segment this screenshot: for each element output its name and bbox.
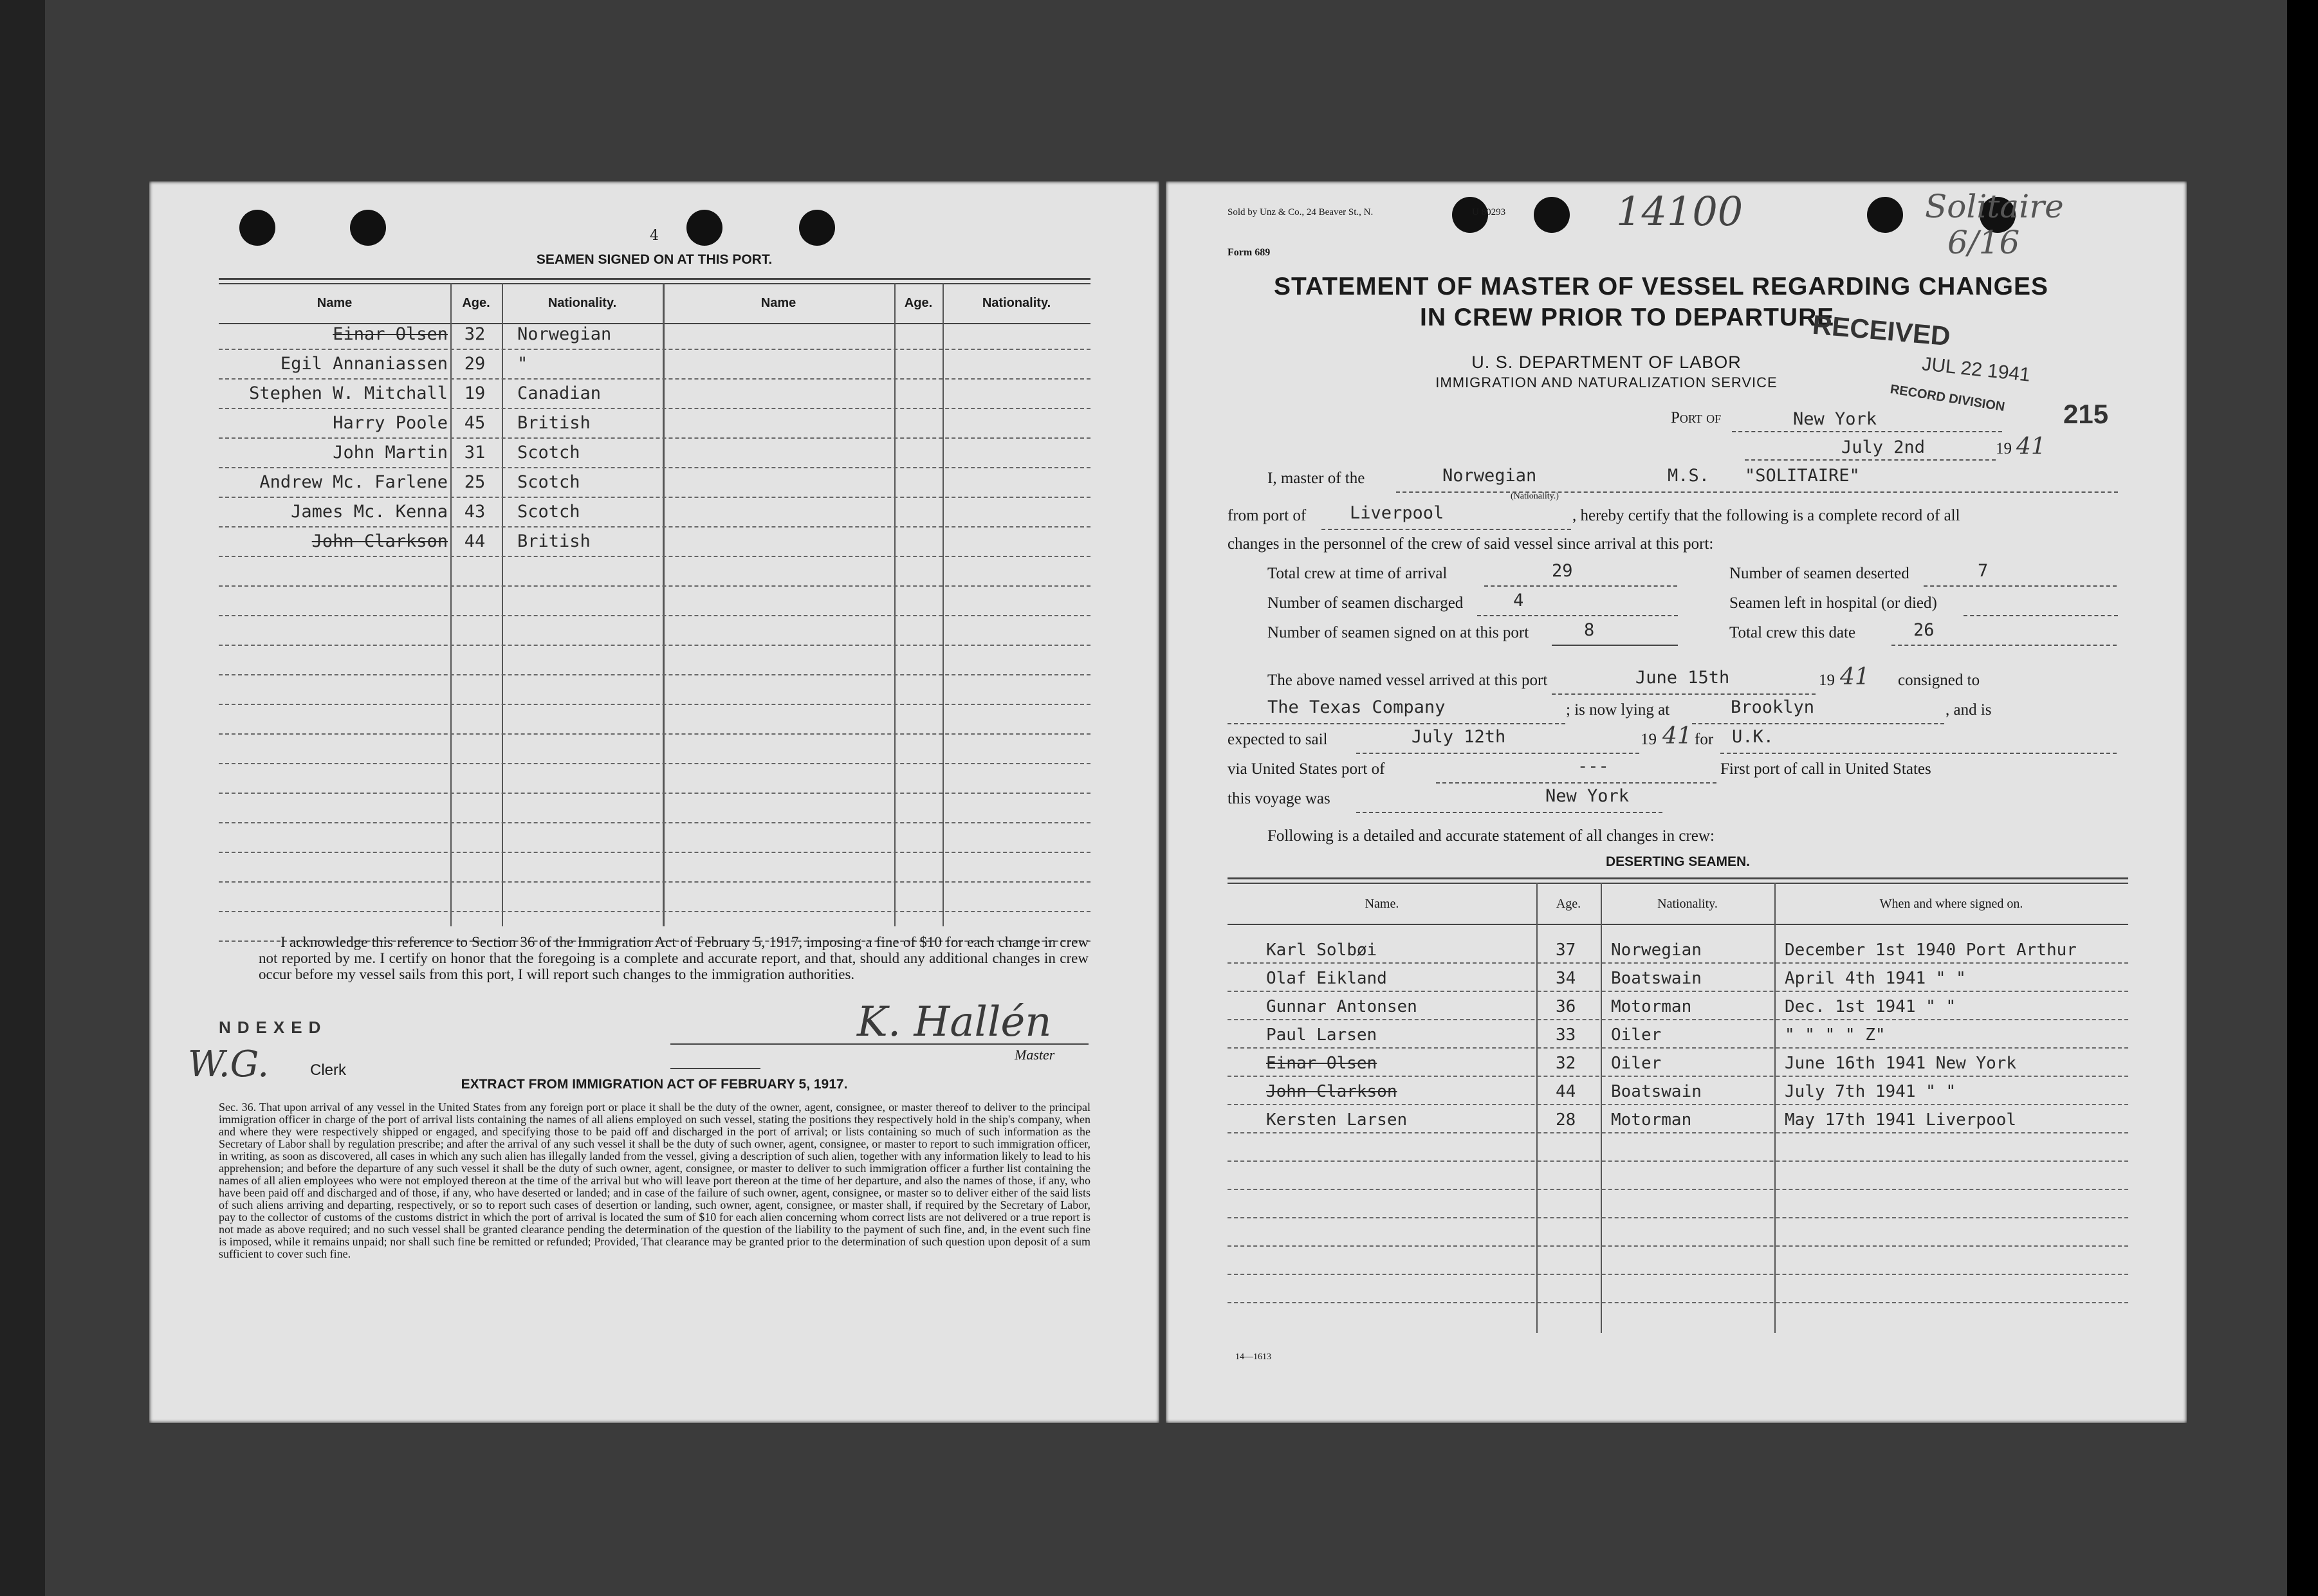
port-value: New York [1793,409,1877,429]
deserting-nationality: Boatswain [1611,1082,1702,1101]
form-number: Form 689 [1228,247,1271,258]
form-title-line2: IN CREW PRIOR TO DEPARTURE [1420,304,1835,331]
scan-border-left [0,0,45,1596]
deserting-age: 32 [1556,1054,1576,1073]
signed-on-nationality: Scotch [517,502,580,522]
deserting-name: Kersten Larsen [1266,1110,1408,1130]
signed-on-nationality: British [517,531,591,551]
from-port-label: from port of [1228,507,1307,524]
deserting-name: Einar Olsen [1266,1054,1377,1073]
and-is-label: , and is [1945,701,1992,719]
deserting-signed: May 17th 1941 Liverpool [1785,1110,2017,1130]
signed-on-nationality: " [517,354,528,374]
expected-date: July 12th [1412,727,1506,747]
for-label: for [1695,731,1714,748]
signed-on-name: Harry Poole [333,413,448,433]
signed-on-age: 43 [464,502,486,522]
expected-label: expected to sail [1228,731,1328,748]
following-text: Following is a detailed and accurate statement of all changes in crew: [1267,827,1715,845]
deserting-signed: " " " " Z" [1785,1025,1886,1045]
deserting-name: Gunnar Antonsen [1266,997,1417,1016]
discharged-label: Number of seamen discharged [1267,594,1464,612]
received-stamp-date: JUL 22 1941 [1920,353,2032,386]
deserting-title: DESERTING SEAMEN. [1605,854,1751,869]
left-col-header: Nationality. [547,296,617,310]
arrived-year-prefix: 19 [1819,672,1835,689]
signed-on-count: 8 [1584,620,1595,640]
deserting-col-header: Age. [1556,897,1581,911]
date-value: July 2nd [1841,437,1926,457]
clerk-initials: W.G. [188,1043,270,1085]
scan-border-right [2287,0,2318,1596]
deserting-name: Paul Larsen [1266,1025,1377,1045]
total-crew-date-label: Total crew this date [1729,624,1856,641]
master-label: Master [1015,1047,1055,1063]
signed-on-nationality: Canadian [517,383,602,403]
total-crew-date: 26 [1913,620,1935,640]
left-col-header: Nationality. [982,296,1051,310]
handwritten-corner-note: Solitaire [1925,188,2064,225]
deserting-nationality: Motorman [1611,997,1692,1016]
port-label: Port of [1671,409,1722,427]
signed-on-name: John Martin [333,443,448,463]
handwritten-number: 14100 [1616,188,1743,235]
deserted-label: Number of seamen deserted [1729,565,1909,582]
signed-on-nationality: British [517,413,591,433]
indexed-stamp: NDEXED [219,1018,327,1037]
deserting-col-header: Nationality. [1657,897,1718,911]
footer-code: 14—1613 [1235,1352,1271,1362]
left-col-header: Name [317,296,353,310]
vessel-prefix: M.S. [1668,466,1710,486]
arrived-date: June 15th [1635,668,1730,688]
arrived-label: The above named vessel arrived at this port [1267,672,1548,689]
deserting-nationality: Boatswain [1611,969,1702,988]
deserting-signed: April 4th 1941 " " [1785,969,1966,988]
signed-on-name: Andrew Mc. Farlene [259,472,448,492]
signed-on-age: 32 [464,324,486,344]
service: IMMIGRATION AND NATURALIZATION SERVICE [1435,374,1778,390]
year-value: 41 [2016,434,2046,460]
signed-on-name: Egil Annaniassen [280,354,448,374]
record-division-stamp: RECORD DIVISION [1889,382,2006,414]
record-number-stamp: 215 [2063,399,2109,429]
vessel-nationality: Norwegian [1442,466,1537,486]
clerk-label: Clerk [310,1061,347,1079]
signed-on-age: 19 [464,383,486,403]
signed-on-title: SEAMEN SIGNED ON AT THIS PORT. [536,252,773,267]
signed-on-nationality: Norwegian [517,324,612,344]
for-value: U.K. [1732,727,1774,747]
voyage-value: New York [1545,786,1630,806]
deserting-age: 36 [1556,997,1576,1016]
lying-value: Brooklyn [1731,697,1815,717]
deserting-name: John Clarkson [1266,1082,1397,1101]
deserting-signed: July 7th 1941 " " [1785,1082,1956,1101]
department: U. S. DEPARTMENT OF LABOR [1471,353,1742,372]
signed-on-age: 44 [464,531,486,551]
deserting-signed: Dec. 1st 1941 " " [1785,997,1956,1016]
consignee: The Texas Company [1267,697,1446,717]
deserting-name: Olaf Eikland [1266,969,1387,988]
left-col-header: Age. [904,296,933,310]
signed-on-name: Einar Olsen [333,324,448,344]
hospital-label: Seamen left in hospital (or died) [1729,594,1937,612]
punch-hole [1867,197,1903,233]
extract-title: EXTRACT FROM IMMIGRATION ACT OF FEBRUARY 5, 1917. [461,1077,848,1092]
expected-year-prefix: 19 [1641,731,1657,748]
expected-year: 41 [1662,723,1692,749]
deserting-signed: June 16th 1941 New York [1785,1054,2017,1073]
extract-text: Sec. 36. That upon arrival of any vessel in the United States from any foreign port or place it shall be the duty of the owner, agent, consignee, or master thereof to deliver to the principal immigration officer in charge of the port of arrival lists containing the names of all aliens employed on such vessel, stating the positions they respectively hold in the ship's company, when and where they were respectively shipped or engaged, and specifying those to be paid off and discharged in the port of arrival; or lists containing so much of such information as the Secretary of Labor shall by regulation prescribe; and after the arrival of any such vessel it shall be the duty of such owner, agent, consignee, or master to report to such immigration officer, in writing, as soon as discovered, all cases in which any such alien has illegally landed from the vessel, giving a description of such alien, together with any information likely to lead to his apprehension; and before the departure of any such vessel it shall be the duty of such owner, agent, consignee, or master to deliver to such immigration officer a further list containing the names of all alien employees who were not employed thereon at the time of the arrival but who will leave port thereon at the time of her departure, and also the names of those, if any, who have been paid off and discharged and of those, if any, who have deserted or landed; and in case of the failure of such owner, agent, consignee, or master so to deliver either of the said lists of such aliens arriving and departing, respectively, or so to report such cases of desertion or landing, such owner, agent, consignee, or master shall, if required by the Secretary of Labor, pay to the collector of customs of the customs district in which the port of arrival is located the sum of $10 for each alien concerning whom correct lists are not delivered or a true report is not made as above required; and no such vessel shall be granted clearance pending the determination of the question of the liability to the payment of such fine, and, in the event such fine is imposed, while it remains unpaid; nor shall such fine be remitted or refunded; Provided, That clearance may be granted prior to the determination of such question upon deposit of a sum sufficient to cover such fine. [219,1101,1090,1260]
signed-on-table [219,278,1090,1108]
printer-code: U 80293 [1472,207,1506,217]
deserting-nationality: Oiler [1611,1054,1662,1073]
deserting-age: 28 [1556,1110,1576,1130]
printer-line: Sold by Unz & Co., 24 Beaver St., N. [1228,207,1374,217]
handwritten-date: 6/16 [1947,224,2020,261]
signed-on-name: Stephen W. Mitchall [249,383,448,403]
received-stamp: RECEIVED [1811,309,1952,352]
year-prefix: 19 [1996,440,2012,457]
deserting-age: 34 [1556,969,1576,988]
signed-on-nationality: Scotch [517,472,580,492]
deserting-nationality: Motorman [1611,1110,1692,1130]
right-page [1166,181,2187,1423]
lying-label: ; is now lying at [1566,701,1670,719]
deserting-age: 44 [1556,1082,1576,1101]
page-number: 4 [650,228,659,244]
via-label: via United States port of [1228,760,1385,778]
from-port-value: Liverpool [1350,503,1444,523]
deserted-count: 7 [1978,561,1989,581]
form-title-line1: STATEMENT OF MASTER OF VESSEL REGARDING CHANGES [1273,273,2049,300]
vessel-name: "SOLITAIRE" [1745,466,1860,486]
deserting-table [1228,877,2128,1334]
deserting-col-header: Name. [1365,897,1399,911]
signed-on-name: John Clarkson [311,531,448,551]
deserting-name: Karl Solbøi [1266,940,1377,960]
via-value: --- [1578,757,1609,776]
left-col-header: Age. [462,296,490,310]
acknowledgement-text: I acknowledge this reference to Section 36 of the Immigration Act of February 5, 1917, imposing a fine of $10 for each change in crew not reported by me. I certify on honor that the foregoing is a complete and accurate report, and that, should any additional changes in crew occur before my vessel sails from this port, I will report such changes to the immigration authorities. [259,934,1089,982]
left-page [149,181,1159,1423]
deserting-age: 33 [1556,1025,1576,1045]
left-col-header: Name [760,296,796,310]
discharged-count: 4 [1513,591,1524,610]
signed-on-name: James Mc. Kenna [291,502,448,522]
punch-hole [1534,197,1570,233]
certify-text: , hereby certify that the following is a complete record of all [1572,507,1960,524]
signed-on-age: 31 [464,443,486,463]
first-port-label: First port of call in United States [1720,760,1931,778]
master-of-label: I, master of the [1267,470,1365,487]
deserting-signed: December 1st 1940 Port Arthur [1785,940,2077,960]
signed-on-age: 45 [464,413,486,433]
signed-on-label: Number of seamen signed on at this port [1267,624,1529,641]
deserting-nationality: Oiler [1611,1025,1662,1045]
deserting-age: 37 [1556,940,1576,960]
signed-on-nationality: Scotch [517,443,580,463]
signed-on-age: 29 [464,354,486,374]
nationality-caption: (Nationality.) [1511,491,1559,501]
deserting-col-header: When and where signed on. [1879,897,2023,911]
certify-text-2: changes in the personnel of the crew of said vessel since arrival at this port: [1228,535,1714,553]
deserting-nationality: Norwegian [1611,940,1702,960]
signed-on-age: 25 [464,472,486,492]
total-crew-arrival: 29 [1552,561,1573,581]
master-signature: K. Hallén [857,998,1052,1046]
consigned-label: consigned to [1898,672,1980,689]
total-crew-arrival-label: Total crew at time of arrival [1267,565,1448,582]
arrived-year: 41 [1840,664,1870,690]
voyage-label: this voyage was [1228,790,1330,807]
